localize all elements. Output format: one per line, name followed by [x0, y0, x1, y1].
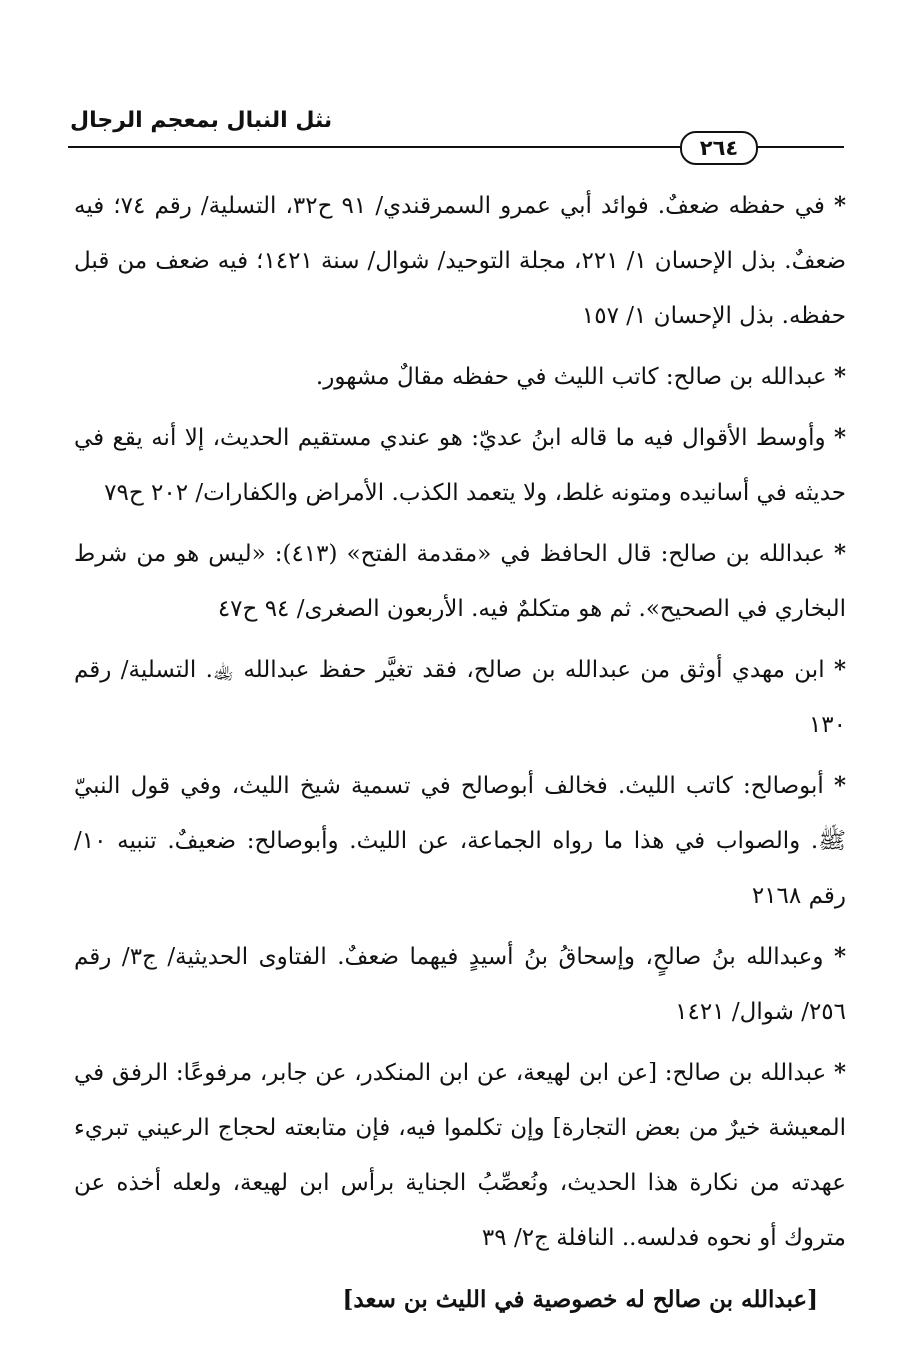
entries-list — [74, 178, 846, 1332]
entry — [74, 642, 846, 753]
entry — [74, 178, 846, 344]
entry — [74, 929, 846, 1040]
entry-text: في حفظه ضعفٌ. فوائد أبي عمرو السمرقندي/ ٩١ ح٣٢، التسلية/ رقم ٧٤؛ فيه ضعفٌ. بذل الإحسان ١/ ٢٢١، مجلة التوحيد/ شوال/ سنة ١٤٢١؛ فيه ضعف من قبل حفظه. بذل الإحسان ١/ ١٥٧ — [74, 193, 847, 329]
entry — [74, 410, 846, 521]
entry-bullet: * — [833, 424, 846, 451]
entry-text: وأوسط الأقوال فيه ما قاله ابنُ عديّ: هو عندي مستقيم الحديث، إلا أنه يقع في حديثه في أسانيده ومتونه غلط، ولا يتعمد الكذب. الأمراض والكفارات/ ٢٠٢ ح٧٩ — [74, 425, 846, 506]
entry — [74, 349, 846, 405]
entry-bullet: * — [833, 656, 846, 683]
section-heading: [عبدالله بن صالح له خصوصية في الليث بن سعد] — [342, 1286, 818, 1313]
entry-bullet: * — [833, 363, 846, 390]
entry-bullet: * — [833, 772, 846, 799]
entry-text: عبدالله بن صالح: قال الحافظ في «مقدمة الفتح» (٤١٣): «ليس هو من شرط البخاري في الصحيح». ثم هو متكلمٌ فيه. الأربعون الصغرى/ ٩٤ ح٤٧ — [74, 541, 846, 622]
entry-bullet: * — [833, 192, 846, 219]
entry-text: أبوصالح: كاتب الليث. فخالف أبوصالح في تسمية شيخ الليث، وفي قول النبيّ ﷺ. والصواب في هذا ما رواه الجماعة، عن الليث. وأبوصالح: ضعيفٌ. تنبيه ١٠/ رقم ٢١٦٨ — [74, 773, 846, 909]
entry-bullet: * — [833, 1059, 847, 1086]
entry-text: عبدالله بن صالح: كاتب الليث في حفظه مقالٌ مشهور. — [315, 364, 827, 390]
entry — [74, 1045, 846, 1266]
entry-text: ابن مهدي أوثق من عبدالله بن صالح، فقد تغيَّر حفظ عبدالله ﵀. التسلية/ رقم ١٣٠ — [74, 657, 846, 738]
entry — [74, 758, 846, 924]
entry-bullet: * — [833, 943, 847, 970]
entry-text: وعبدالله بنُ صالحٍ، وإسحاقُ بنُ أسيدٍ فيهما ضعفٌ. الفتاوى الحديثية/ ج٣/ رقم ٢٥٦/ شوال/ ١٤٢١ — [74, 944, 846, 1025]
running-header-title: نثل النبال بمعجم الرجال — [70, 108, 333, 133]
page-number-badge: ٢٦٤ — [680, 131, 758, 165]
entry-bullet: * — [833, 540, 847, 567]
entry — [74, 526, 846, 637]
entry-text: عبدالله بن صالح: [عن ابن لهيعة، عن ابن المنكدر، عن جابر، مرفوعًا: الرفق في المعيشة خيرٌ من بعض التجارة] وإن تكلموا فيه، فإن متابعته لحجاج الرعيني تبريء عهدته من نكارة هذا الحديث، ونُعصِّبُ الجناية برأس ابن لهيعة، ولعله أخذه عن متروك أو نحوه فدلسه.. النافلة ج٢/ ٣٩ — [74, 1060, 846, 1251]
